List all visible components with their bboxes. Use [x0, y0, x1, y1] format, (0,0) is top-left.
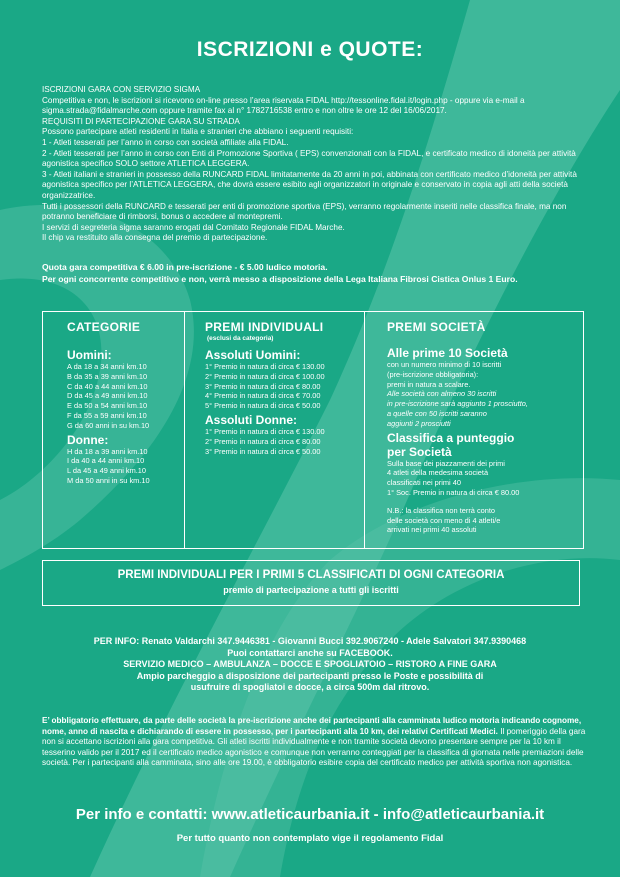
societa-text: 1° Soc. Premio in natura di circa € 80.00: [387, 487, 520, 497]
info-line: SERVIZIO MEDICO – AMBULANZA – DOCCE E SPOGLIATOIO – RISTORO A FINE GARA: [123, 659, 497, 670]
categorie-column: [43, 312, 185, 548]
info-line: PER INFO: Renato Valdarchi 347.9446381 - Giovanni Bucci 392.9067240 - Adele Salvatori 347.9390468: [93, 636, 527, 646]
classifica-heading: Classifica a punteggio: [387, 430, 515, 445]
rules-section: [42, 85, 582, 244]
quota-section: [42, 262, 587, 285]
rules-line: Possono partecipare atleti residenti in Italia e stranieri che abbiano i seguenti requisiti:: [42, 127, 354, 137]
uomini-heading: Uomini:: [67, 348, 112, 362]
category-item: D da 45 a 49 anni km.10: [67, 391, 148, 401]
rules-line: 2 - Atleti tesserati per l’anno in corso con Enti di Promozione Sportiva ( EPS) convenzionati con la FIDAL, e certificato medico di idoneità per attività agonistica specifico SOLO settore ATLETICA LEGGERA.: [42, 148, 576, 169]
info-line: Ampio parcheggio a disposizione dei partecipanti presso le Poste e possibilità di: [136, 670, 484, 681]
societa-text: classificati nei primi 40: [387, 478, 461, 488]
prize-item: 5° Premio in natura di circa € 50.00: [205, 401, 321, 411]
quota-line: Per ogni concorrente competitivo e non, verrà messo a disposizione della Lega Italiana Fibrosi Cistica Onlus 1 Euro.: [42, 273, 518, 284]
premi-individuali-subheading: (esclusi da categoria): [207, 335, 274, 342]
societa-text: a quelle con 50 iscritti saranno: [387, 408, 487, 418]
info-line: usufruire di spogliatoi e docce, a circa 500m dal ritrovo.: [190, 682, 430, 693]
category-item: C da 40 a 44 anni km.10: [67, 381, 148, 391]
premi-societa-heading: PREMI SOCIETÀ: [387, 320, 486, 334]
info-line: Puoi contattarci anche su FACEBOOK.: [227, 647, 393, 658]
individual-prizes-banner: [42, 560, 580, 606]
assoluti-donne-heading: Assoluti Donne:: [205, 412, 297, 427]
rules-line: ISCRIZIONI GARA CON SERVIZIO SIGMA: [42, 85, 201, 94]
assoluti-uomini-heading: Assoluti Uomini:: [205, 348, 301, 362]
societa-text: con un numero minimo di 10 iscritti: [387, 360, 502, 369]
contact-line[interactable]: Per info e contatti: www.atleticaurbania.it - info@atleticaurbania.it: [75, 806, 545, 823]
category-item: I da 40 a 44 anni km.10: [67, 456, 145, 466]
prize-item: 2° Premio in natura di circa € 100.00: [205, 371, 325, 381]
banner-title: PREMI INDIVIDUALI PER I PRIMI 5 CLASSIFICATI DI OGNI CATEGORIA: [117, 569, 505, 581]
rules-line: Tutti i possessori della RUNCARD e tesserati per enti di promozione sportiva (EPS), verranno regolarmente inseriti nelle classifica finale, ma non potranno beneficiare di rimborsi, bonus o accedere al montepremi.: [42, 201, 567, 222]
societa-text: Alle società con almeno 30 iscritti: [387, 389, 497, 399]
societa-text: (pre-iscrizione obbligatoria):: [387, 369, 479, 379]
societa-text: premi in natura a scalare.: [387, 379, 471, 389]
info-section: [30, 636, 590, 694]
nb-text: N.B.: la classifica non terrà conto: [387, 505, 496, 515]
quota-line: Quota gara competitiva € 6.00 in pre-iscrizione - € 5.00 ludico motoria.: [42, 262, 328, 272]
prize-item: 3° Premio in natura di circa € 50.00: [205, 446, 321, 456]
category-item: E da 50 a 54 anni km.10: [67, 401, 148, 411]
obligation-bold: E’ obbligatorio effettuare, da parte delle società la pre-iscrizione anche dei partecipanti alla camminata ludico motoria indicando cognome, nome, anno di nascita e dichiarando di essere in possesso, per i partecipanti alla 10 km, dei relativi Certificati Medici.: [42, 716, 582, 736]
prizes-box: [42, 311, 584, 549]
category-item: H da 18 a 39 anni km.10: [67, 446, 148, 456]
societa-text: 4 atleti della medesima società: [387, 468, 489, 478]
prize-item: 1° Premio in natura di circa € 130.00: [205, 362, 325, 371]
societa-text: in pre-iscrizione sarà aggiunto 1 prosciutto,: [387, 399, 528, 409]
rules-line: Competitiva e non, le iscrizioni si ricevono on-line presso l’area riservata FIDAL http://tessonline.fidal.it/login.php - oppure via e-mail a sigma.strada@fidalmarche.com oppure tramite fax al n° 1782716538 entro e non oltre le ore 12 del 16/06/2017.: [42, 95, 525, 116]
societa-text: aggiunti 2 prosciutti: [387, 418, 451, 428]
societa-text: Sulla base dei piazzamenti dei primi: [387, 458, 505, 468]
nb-text: arrivati nei primi 40 assoluti: [387, 525, 477, 535]
category-item: M da 50 anni in su km.10: [67, 475, 150, 485]
prize-item: 4° Premio in natura di circa € 70.00: [205, 391, 321, 401]
categorie-heading: CATEGORIE: [67, 320, 141, 334]
nb-text: delle società con meno di 4 atleti/e: [387, 515, 501, 525]
classifica-heading: per Società: [387, 444, 452, 459]
prime-societa-heading: Alle prime 10 Società: [387, 346, 508, 360]
rules-line: 3 - Atleti italiani e stranieri in possesso della RUNCARD FIDAL limitatamente da 20 anni in poi, abbinata con certificato medico d’idoneità per attività agonistica specifico per l’ATLETICA LEGGERA, che dovrà essere esibito agli organizzatori in originale e conservato in copia agli atti della società organizzatrice.: [42, 169, 577, 200]
obligation-paragraph: [42, 716, 587, 769]
prize-item: 3° Premio in natura di circa € 80.00: [205, 381, 321, 391]
page-title: ISCRIZIONI e QUOTE:: [196, 38, 424, 61]
rules-line: I servizi di segreteria sigma saranno erogati dal Comitato Regionale FIDAL Marche.: [42, 222, 345, 232]
category-item: F da 55 a 59 anni km.10: [67, 410, 147, 420]
premi-individuali-heading: PREMI INDIVIDUALI: [205, 320, 324, 334]
rules-line: Il chip va restituito alla consegna del premio di partecipazione.: [42, 233, 268, 243]
donne-heading: Donne:: [67, 432, 109, 447]
category-item: G da 60 anni in su km.10: [67, 420, 150, 430]
premi-individuali-column: [185, 312, 365, 548]
category-item: A da 18 a 34 anni km.10: [67, 362, 147, 371]
prize-item: 2° Premio in natura di circa € 80.00: [205, 436, 321, 446]
category-item: B da 35 a 39 anni km.10: [67, 371, 148, 381]
prize-item: 1° Premio in natura di circa € 130.00: [205, 426, 325, 436]
banner-subtitle: premio di partecipazione a tutti gli iscritti: [223, 585, 399, 595]
premi-societa-column: [365, 312, 583, 548]
rules-line: REQUISITI DI PARTECIPAZIONE GARA SU STRADA: [42, 116, 240, 126]
footer-note: Per tutto quanto non contemplato vige il regolamento Fidal: [176, 833, 444, 844]
obligation-text: Il pomeriggio della gara non si accettano iscrizioni alla gara competitiva. Gli atleti iscritti individualmente e non tramite società devono presentare sempre per la 10 km il tesserino valido per il 2017 ed il certificato medico agonistico e comunque non verranno conteggiati per la classifica di giornata nelle premiazioni delle società. Per i partecipanti alla camminata, sino alle ore 19.00, è obbligatorio esibire copia del certificato medico per attività sportiva non agonistica.: [42, 726, 586, 768]
rules-line: 1 - Atleti tesserati per l’anno in corso con società affiliate alla FIDAL.: [42, 137, 289, 147]
category-item: L da 45 a 49 anni km.10: [67, 466, 147, 476]
